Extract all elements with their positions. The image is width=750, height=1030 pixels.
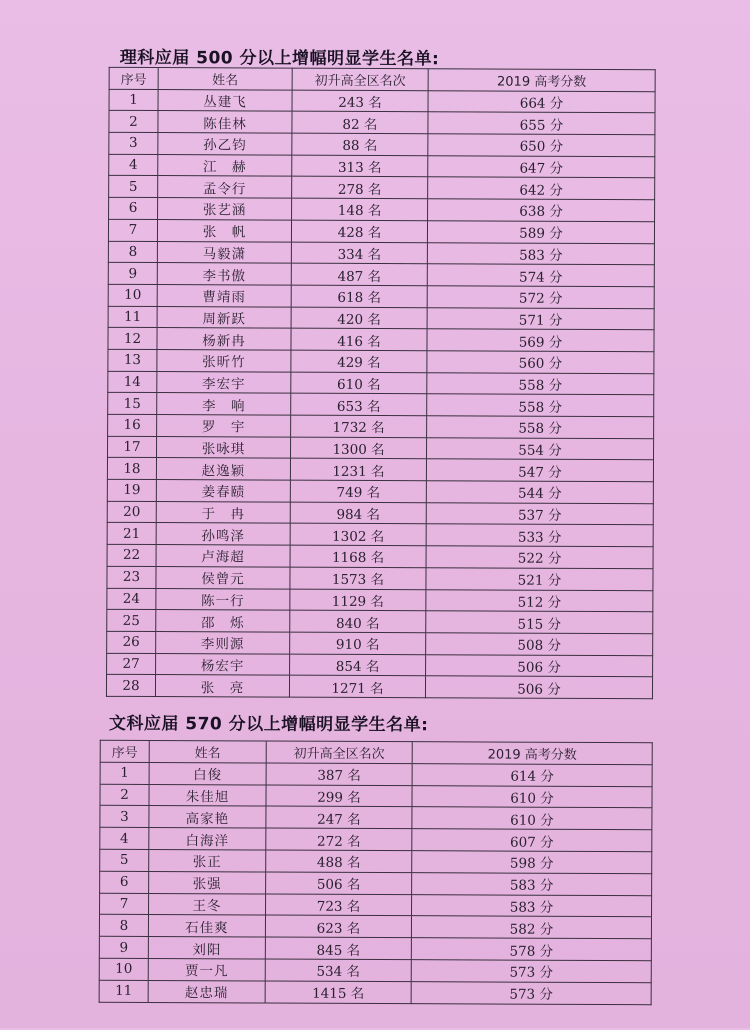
row-index: 10 xyxy=(108,284,157,306)
arts-section-title: 文科应届 570 分以上增幅明显学生名单: xyxy=(108,713,429,736)
header-name: 姓名 xyxy=(158,68,292,90)
student-name: 赵忠瑞 xyxy=(148,980,265,1002)
header-index: 序号 xyxy=(100,740,149,762)
table-row xyxy=(100,893,652,917)
student-name: 马毅潇 xyxy=(157,241,291,263)
entry-rank: 840 名 xyxy=(290,610,426,632)
row-index: 11 xyxy=(99,980,148,1002)
entry-rank: 845 名 xyxy=(265,937,411,959)
arts-roster-table xyxy=(99,740,653,1005)
row-index: 1 xyxy=(109,89,158,111)
table-row xyxy=(107,523,653,547)
exam-score: 573 分 xyxy=(411,960,651,983)
exam-score: 506 分 xyxy=(426,654,653,677)
exam-score: 589 分 xyxy=(427,221,654,244)
table-row xyxy=(109,132,655,156)
row-index: 24 xyxy=(107,588,156,610)
exam-score: 560 分 xyxy=(427,351,654,374)
row-index: 26 xyxy=(107,631,156,653)
student-name: 朱佳旭 xyxy=(149,784,266,806)
student-name: 姜春赜 xyxy=(156,480,290,502)
exam-score: 583 分 xyxy=(412,894,652,917)
entry-rank: 272 名 xyxy=(266,828,412,850)
entry-rank: 506 名 xyxy=(266,872,412,894)
entry-rank: 618 名 xyxy=(291,285,427,307)
table-row xyxy=(107,653,653,677)
student-name: 白海洋 xyxy=(149,828,266,850)
exam-score: 571 分 xyxy=(427,307,654,330)
student-name: 杨宏宇 xyxy=(156,653,290,675)
table-row xyxy=(108,414,654,438)
exam-score: 533 分 xyxy=(426,524,653,547)
table-row xyxy=(99,915,651,939)
table-row xyxy=(109,154,655,178)
table-row xyxy=(109,111,655,135)
entry-rank: 984 名 xyxy=(290,502,426,524)
header-exam-score: 2019 高考分数 xyxy=(428,69,655,92)
student-name: 曹靖雨 xyxy=(157,284,291,306)
entry-rank: 1168 名 xyxy=(290,545,426,567)
table-row xyxy=(107,479,653,503)
exam-score: 537 分 xyxy=(426,502,653,525)
table-row xyxy=(109,197,655,221)
entry-rank: 299 名 xyxy=(266,785,412,807)
row-index: 25 xyxy=(107,610,156,632)
header-name: 姓名 xyxy=(149,741,266,763)
student-name: 李书傲 xyxy=(157,263,291,285)
entry-rank: 910 名 xyxy=(290,632,426,654)
table-row xyxy=(107,588,653,612)
student-name: 张昕竹 xyxy=(157,349,291,371)
row-index: 5 xyxy=(109,176,158,198)
entry-rank: 1573 名 xyxy=(290,567,426,589)
student-name: 张艺涵 xyxy=(158,198,292,220)
table-row xyxy=(107,458,653,482)
table-row xyxy=(100,827,652,851)
student-name: 刘阳 xyxy=(148,937,265,959)
header-row xyxy=(100,740,652,764)
student-name: 石佳爽 xyxy=(148,915,265,937)
table-row xyxy=(107,610,653,634)
science-roster-table xyxy=(106,67,656,699)
row-index: 3 xyxy=(109,132,158,154)
exam-score: 547 分 xyxy=(426,459,653,482)
exam-score: 607 分 xyxy=(412,829,652,852)
exam-score: 515 分 xyxy=(426,611,653,634)
table-row xyxy=(108,263,654,287)
student-name: 孙鸣泽 xyxy=(156,523,290,545)
row-index: 20 xyxy=(107,501,156,523)
row-index: 18 xyxy=(107,458,156,480)
table-row xyxy=(100,849,652,873)
row-index: 4 xyxy=(100,827,149,849)
student-name: 陈佳林 xyxy=(158,111,292,133)
student-name: 白俊 xyxy=(149,762,266,784)
row-index: 10 xyxy=(99,958,148,980)
row-index: 27 xyxy=(107,653,156,675)
entry-rank: 534 名 xyxy=(265,959,411,981)
student-name: 李则源 xyxy=(156,631,290,653)
exam-score: 583 分 xyxy=(427,242,654,265)
entry-rank: 429 名 xyxy=(291,350,427,372)
entry-rank: 416 名 xyxy=(291,328,427,350)
row-index: 2 xyxy=(100,784,149,806)
student-name: 张 帆 xyxy=(157,219,291,241)
row-index: 13 xyxy=(108,349,157,371)
table-row xyxy=(108,219,654,243)
table-row xyxy=(107,631,653,655)
table-row xyxy=(100,762,652,786)
student-name: 杨新冉 xyxy=(157,328,291,350)
student-name: 张 亮 xyxy=(155,675,289,697)
student-name: 张咏琪 xyxy=(156,436,290,458)
row-index: 19 xyxy=(107,479,156,501)
exam-score: 642 分 xyxy=(428,177,655,200)
entry-rank: 723 名 xyxy=(266,894,412,916)
student-name: 陈一行 xyxy=(156,588,290,610)
entry-rank: 1231 名 xyxy=(290,459,426,481)
table-row xyxy=(107,501,653,525)
entry-rank: 488 名 xyxy=(266,850,412,872)
exam-score: 522 分 xyxy=(426,546,653,569)
table-row xyxy=(99,958,651,982)
row-index: 21 xyxy=(107,523,156,545)
row-index: 4 xyxy=(109,154,158,176)
exam-score: 583 分 xyxy=(412,872,652,895)
exam-score: 638 分 xyxy=(428,199,655,222)
row-index: 22 xyxy=(107,544,156,566)
student-name: 罗 宇 xyxy=(157,415,291,437)
row-index: 5 xyxy=(100,849,149,871)
table-row xyxy=(107,544,653,568)
row-index: 1 xyxy=(100,762,149,784)
row-index: 14 xyxy=(108,371,157,393)
student-name: 赵逸颖 xyxy=(156,458,290,480)
exam-score: 544 分 xyxy=(426,481,653,504)
table-row xyxy=(108,306,654,330)
table-row xyxy=(99,980,651,1004)
table-row xyxy=(106,675,652,699)
exam-score: 554 分 xyxy=(426,437,653,460)
exam-score: 610 分 xyxy=(412,785,652,808)
entry-rank: 88 名 xyxy=(292,133,428,155)
entry-rank: 1129 名 xyxy=(290,589,426,611)
student-name: 江 赫 xyxy=(158,154,292,176)
row-index: 17 xyxy=(108,436,157,458)
exam-score: 558 分 xyxy=(427,372,654,395)
entry-rank: 148 名 xyxy=(292,198,428,220)
table-row xyxy=(99,936,651,960)
row-index: 16 xyxy=(108,414,157,436)
student-name: 张正 xyxy=(149,850,266,872)
entry-rank: 387 名 xyxy=(266,763,412,785)
student-name: 孙乙钧 xyxy=(158,133,292,155)
exam-score: 521 分 xyxy=(426,568,653,591)
exam-score: 655 分 xyxy=(428,112,655,135)
student-name: 王冬 xyxy=(149,893,266,915)
table-row xyxy=(108,436,654,460)
entry-rank: 278 名 xyxy=(292,177,428,199)
table-row xyxy=(100,784,652,808)
row-index: 15 xyxy=(108,393,157,415)
exam-score: 573 分 xyxy=(411,981,651,1004)
exam-score: 578 分 xyxy=(411,938,651,961)
entry-rank: 247 名 xyxy=(266,806,412,828)
table-row xyxy=(109,89,655,113)
exam-score: 647 分 xyxy=(428,155,655,178)
student-name: 李宏宇 xyxy=(157,371,291,393)
exam-score: 614 分 xyxy=(412,763,652,786)
exam-score: 664 分 xyxy=(428,90,655,113)
science-section-title: 理科应届 500 分以上增幅明显学生名单: xyxy=(119,47,440,70)
entry-rank: 610 名 xyxy=(291,372,427,394)
entry-rank: 420 名 xyxy=(291,307,427,329)
row-index: 28 xyxy=(106,675,155,697)
student-name: 张强 xyxy=(149,871,266,893)
exam-score: 582 分 xyxy=(411,916,651,939)
header-entry-rank: 初升高全区名次 xyxy=(266,741,412,763)
entry-rank: 854 名 xyxy=(290,654,426,676)
table-row xyxy=(108,328,654,352)
entry-rank: 623 名 xyxy=(265,915,411,937)
row-index: 9 xyxy=(108,263,157,285)
entry-rank: 653 名 xyxy=(291,393,427,415)
entry-rank: 1302 名 xyxy=(290,524,426,546)
header-row xyxy=(109,67,655,91)
student-name: 高家艳 xyxy=(149,806,266,828)
exam-score: 506 分 xyxy=(425,676,652,699)
student-name: 周新跃 xyxy=(157,306,291,328)
exam-score: 574 分 xyxy=(427,264,654,287)
entry-rank: 313 名 xyxy=(292,155,428,177)
row-index: 8 xyxy=(108,241,157,263)
row-index: 6 xyxy=(100,871,149,893)
student-name: 丛建飞 xyxy=(158,89,292,111)
entry-rank: 1732 名 xyxy=(291,415,427,437)
entry-rank: 243 名 xyxy=(292,90,428,112)
student-name: 侯曾元 xyxy=(156,566,290,588)
student-name: 孟令行 xyxy=(158,176,292,198)
row-index: 6 xyxy=(109,197,158,219)
exam-score: 558 分 xyxy=(427,394,654,417)
row-index: 7 xyxy=(100,893,149,915)
table-row xyxy=(108,241,654,265)
student-name: 卢海超 xyxy=(156,545,290,567)
row-index: 7 xyxy=(108,219,157,241)
exam-score: 508 分 xyxy=(426,633,653,656)
exam-score: 558 分 xyxy=(427,416,654,439)
exam-score: 569 分 xyxy=(427,329,654,352)
exam-score: 610 分 xyxy=(412,807,652,830)
header-index: 序号 xyxy=(109,67,158,89)
table-row xyxy=(108,371,654,395)
row-index: 3 xyxy=(100,806,149,828)
entry-rank: 428 名 xyxy=(291,220,427,242)
student-name: 邵 烁 xyxy=(156,610,290,632)
student-name: 贾一凡 xyxy=(148,958,265,980)
exam-score: 572 分 xyxy=(427,286,654,309)
table-row xyxy=(108,284,654,308)
row-index: 2 xyxy=(109,111,158,133)
student-name: 李 响 xyxy=(157,393,291,415)
entry-rank: 487 名 xyxy=(291,263,427,285)
table-row xyxy=(108,393,654,417)
table-row xyxy=(108,349,654,373)
header-exam-score: 2019 高考分数 xyxy=(412,742,652,765)
row-index: 23 xyxy=(107,566,156,588)
table-row xyxy=(100,806,652,830)
header-entry-rank: 初升高全区名次 xyxy=(292,68,428,90)
row-index: 12 xyxy=(108,328,157,350)
row-index: 8 xyxy=(99,915,148,937)
entry-rank: 1300 名 xyxy=(290,437,426,459)
entry-rank: 749 名 xyxy=(290,480,426,502)
exam-score: 512 分 xyxy=(426,589,653,612)
entry-rank: 1271 名 xyxy=(289,675,425,697)
row-index: 11 xyxy=(108,306,157,328)
table-row xyxy=(107,566,653,590)
student-name: 于 冉 xyxy=(156,501,290,523)
row-index: 9 xyxy=(99,936,148,958)
exam-score: 598 分 xyxy=(412,851,652,874)
table-row xyxy=(100,871,652,895)
entry-rank: 334 名 xyxy=(291,242,427,264)
entry-rank: 1415 名 xyxy=(265,981,411,1003)
table-row xyxy=(109,176,655,200)
exam-score: 650 分 xyxy=(428,134,655,157)
entry-rank: 82 名 xyxy=(292,112,428,134)
